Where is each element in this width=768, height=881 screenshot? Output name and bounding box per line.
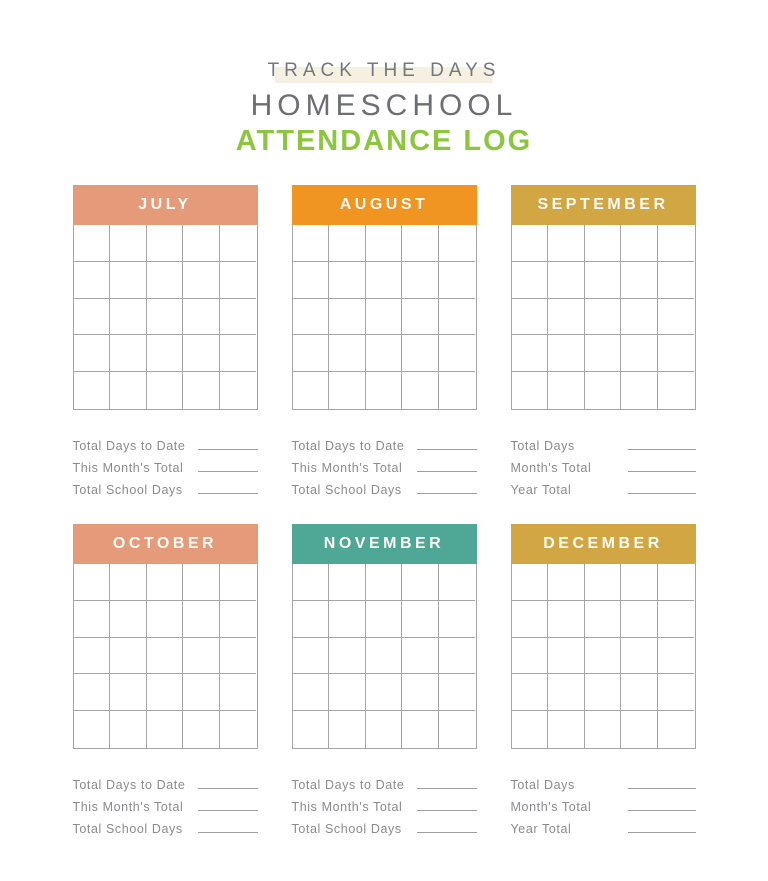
eyebrow (0, 54, 768, 82)
fill-in-line[interactable] (417, 482, 477, 494)
day-cell[interactable] (402, 262, 439, 299)
day-cell[interactable] (220, 674, 257, 711)
day-cell[interactable] (621, 638, 658, 675)
total-row (73, 438, 258, 453)
page-header (0, 54, 768, 158)
day-cell[interactable] (512, 564, 549, 601)
fill-in-line[interactable] (417, 777, 477, 789)
day-cell[interactable] (402, 372, 439, 409)
fill-in-line[interactable] (417, 799, 477, 811)
month-august (292, 185, 477, 504)
day-cell[interactable] (74, 674, 111, 711)
total-label: Total Days (510, 777, 575, 792)
day-cell[interactable] (74, 335, 111, 372)
day-cell[interactable] (329, 564, 366, 601)
month-header-december (511, 524, 696, 564)
day-cell[interactable] (220, 225, 257, 262)
day-cell[interactable] (220, 262, 257, 299)
day-cell[interactable] (110, 564, 147, 601)
fill-in-line[interactable] (198, 482, 258, 494)
day-cell[interactable] (439, 372, 476, 409)
day-cell[interactable] (74, 225, 111, 262)
day-cell[interactable] (658, 638, 695, 675)
day-cell[interactable] (658, 564, 695, 601)
day-cell[interactable] (548, 372, 585, 409)
month-september (511, 185, 696, 504)
total-label: Month's Total (510, 799, 592, 814)
day-cell[interactable] (293, 564, 330, 601)
day-cell[interactable] (147, 711, 184, 748)
day-cell[interactable] (658, 601, 695, 638)
day-cell[interactable] (74, 372, 111, 409)
day-cell[interactable] (147, 372, 184, 409)
day-cell[interactable] (147, 638, 184, 675)
day-cell[interactable] (658, 262, 695, 299)
day-cell[interactable] (512, 674, 549, 711)
total-row (511, 799, 696, 814)
day-cell[interactable] (658, 711, 695, 748)
day-cell[interactable] (585, 564, 622, 601)
total-label: Total Days to Date (72, 438, 186, 453)
day-cell[interactable] (366, 601, 403, 638)
day-cell[interactable] (512, 638, 549, 675)
page-title-homeschool: HOMESCHOOL (250, 89, 518, 122)
total-label: Year Total (510, 482, 572, 497)
day-cell[interactable] (147, 299, 184, 336)
day-cell[interactable] (548, 225, 585, 262)
day-cell[interactable] (110, 711, 147, 748)
day-cell[interactable] (366, 335, 403, 372)
total-row (292, 799, 477, 814)
fill-in-line[interactable] (198, 799, 258, 811)
day-cell[interactable] (183, 372, 220, 409)
fill-in-line[interactable] (417, 821, 477, 833)
day-cell[interactable] (293, 299, 330, 336)
day-cell[interactable] (366, 564, 403, 601)
day-cell[interactable] (512, 225, 549, 262)
day-cell[interactable] (512, 711, 549, 748)
day-cell[interactable] (512, 372, 549, 409)
day-cell[interactable] (220, 299, 257, 336)
total-label: Total School Days (72, 482, 183, 497)
month-header-october (73, 524, 258, 564)
day-cell[interactable] (585, 674, 622, 711)
fill-in-line[interactable] (417, 460, 477, 472)
day-cell[interactable] (658, 299, 695, 336)
month-november (292, 524, 477, 843)
fill-in-line[interactable] (198, 438, 258, 450)
total-row (292, 482, 477, 497)
day-cell[interactable] (512, 299, 549, 336)
day-cell[interactable] (585, 601, 622, 638)
day-cell[interactable] (402, 335, 439, 372)
day-cell[interactable] (147, 601, 184, 638)
day-cell[interactable] (220, 711, 257, 748)
fill-in-line[interactable] (628, 821, 696, 833)
month-header-november (292, 524, 477, 564)
month-title: JULY (138, 196, 192, 213)
day-cell[interactable] (439, 638, 476, 675)
fill-in-line[interactable] (628, 482, 696, 494)
total-row (73, 777, 258, 792)
day-cell[interactable] (366, 372, 403, 409)
day-cell[interactable] (585, 335, 622, 372)
day-cell[interactable] (293, 372, 330, 409)
day-cell[interactable] (183, 335, 220, 372)
day-cell[interactable] (220, 638, 257, 675)
total-label: Total School Days (291, 482, 402, 497)
month-grid-october (73, 564, 258, 749)
months-grid (73, 185, 696, 843)
total-label: Total Days to Date (72, 777, 186, 792)
month-totals-september (511, 438, 696, 497)
day-cell[interactable] (548, 674, 585, 711)
total-label: Total School Days (72, 821, 183, 836)
month-grid-november (292, 564, 477, 749)
month-totals-december (511, 777, 696, 836)
month-title: OCTOBER (112, 534, 218, 552)
day-cell[interactable] (147, 674, 184, 711)
day-cell[interactable] (183, 638, 220, 675)
total-label: Total Days to Date (291, 438, 405, 453)
day-cell[interactable] (293, 711, 330, 748)
total-row (292, 821, 477, 836)
day-cell[interactable] (658, 335, 695, 372)
day-cell[interactable] (183, 601, 220, 638)
day-cell[interactable] (548, 299, 585, 336)
month-july (73, 185, 258, 504)
day-cell[interactable] (329, 711, 366, 748)
day-cell[interactable] (366, 262, 403, 299)
day-cell[interactable] (74, 299, 111, 336)
day-cell[interactable] (293, 335, 330, 372)
day-cell[interactable] (183, 262, 220, 299)
day-cell[interactable] (585, 638, 622, 675)
fill-in-line[interactable] (198, 821, 258, 833)
day-cell[interactable] (439, 262, 476, 299)
day-cell[interactable] (329, 372, 366, 409)
day-cell[interactable] (402, 299, 439, 336)
day-cell[interactable] (548, 638, 585, 675)
month-header-july (73, 185, 258, 225)
day-cell[interactable] (110, 601, 147, 638)
month-totals-november (292, 777, 477, 836)
day-cell[interactable] (147, 225, 184, 262)
day-cell[interactable] (366, 674, 403, 711)
day-cell[interactable] (402, 638, 439, 675)
day-cell[interactable] (658, 372, 695, 409)
month-title: NOVEMBER (323, 534, 445, 552)
fill-in-line[interactable] (417, 438, 477, 450)
day-cell[interactable] (402, 601, 439, 638)
eyebrow-label: TRACK THE DAYS (267, 60, 501, 81)
day-cell[interactable] (585, 262, 622, 299)
month-title: SEPTEMBER (537, 196, 669, 213)
day-cell[interactable] (439, 335, 476, 372)
day-cell[interactable] (220, 564, 257, 601)
total-label: This Month's Total (291, 799, 403, 814)
day-cell[interactable] (110, 372, 147, 409)
month-october (73, 524, 258, 843)
day-cell[interactable] (110, 674, 147, 711)
day-cell[interactable] (548, 601, 585, 638)
day-cell[interactable] (621, 262, 658, 299)
day-cell[interactable] (621, 299, 658, 336)
fill-in-line[interactable] (628, 799, 696, 811)
month-header-september (511, 185, 696, 225)
total-label: Total Days to Date (291, 777, 405, 792)
month-totals-july (73, 438, 258, 497)
total-row (511, 438, 696, 453)
day-cell[interactable] (585, 372, 622, 409)
day-cell[interactable] (329, 299, 366, 336)
total-label: This Month's Total (291, 460, 403, 475)
day-cell[interactable] (74, 711, 111, 748)
fill-in-line[interactable] (628, 777, 696, 789)
day-cell[interactable] (293, 638, 330, 675)
day-cell[interactable] (548, 335, 585, 372)
day-cell[interactable] (110, 299, 147, 336)
day-cell[interactable] (512, 262, 549, 299)
total-row (292, 777, 477, 792)
day-cell[interactable] (512, 601, 549, 638)
day-cell[interactable] (585, 225, 622, 262)
total-label: Total School Days (291, 821, 402, 836)
month-grid-december (511, 564, 696, 749)
total-row (292, 438, 477, 453)
day-cell[interactable] (220, 601, 257, 638)
day-cell[interactable] (293, 225, 330, 262)
day-cell[interactable] (548, 564, 585, 601)
day-cell[interactable] (402, 564, 439, 601)
day-cell[interactable] (183, 299, 220, 336)
day-cell[interactable] (183, 711, 220, 748)
month-title: DECEMBER (543, 534, 663, 552)
total-row (292, 460, 477, 475)
day-cell[interactable] (147, 335, 184, 372)
total-row (511, 821, 696, 836)
day-cell[interactable] (183, 674, 220, 711)
day-cell[interactable] (658, 225, 695, 262)
month-grid-july (73, 225, 258, 410)
day-cell[interactable] (183, 564, 220, 601)
day-cell[interactable] (366, 225, 403, 262)
total-row (511, 777, 696, 792)
day-cell[interactable] (220, 372, 257, 409)
day-cell[interactable] (329, 601, 366, 638)
day-cell[interactable] (366, 299, 403, 336)
total-label: Month's Total (510, 460, 592, 475)
day-cell[interactable] (439, 601, 476, 638)
month-header-august (292, 185, 477, 225)
day-cell[interactable] (293, 601, 330, 638)
day-cell[interactable] (658, 674, 695, 711)
day-cell[interactable] (74, 262, 111, 299)
day-cell[interactable] (329, 225, 366, 262)
day-cell[interactable] (74, 638, 111, 675)
day-cell[interactable] (366, 711, 403, 748)
day-cell[interactable] (402, 225, 439, 262)
day-cell[interactable] (439, 711, 476, 748)
day-cell[interactable] (329, 262, 366, 299)
day-cell[interactable] (439, 225, 476, 262)
day-cell[interactable] (110, 225, 147, 262)
total-label: Year Total (510, 821, 572, 836)
day-cell[interactable] (621, 335, 658, 372)
day-cell[interactable] (548, 262, 585, 299)
day-cell[interactable] (621, 711, 658, 748)
day-cell[interactable] (402, 674, 439, 711)
total-row (511, 460, 696, 475)
fill-in-line[interactable] (198, 777, 258, 789)
day-cell[interactable] (621, 225, 658, 262)
day-cell[interactable] (621, 674, 658, 711)
fill-in-line[interactable] (198, 460, 258, 472)
total-row (73, 482, 258, 497)
month-totals-august (292, 438, 477, 497)
total-row (73, 799, 258, 814)
total-label: Total Days (510, 438, 575, 453)
day-cell[interactable] (548, 711, 585, 748)
day-cell[interactable] (329, 674, 366, 711)
month-grid-august (292, 225, 477, 410)
total-row (511, 482, 696, 497)
day-cell[interactable] (621, 372, 658, 409)
day-cell[interactable] (183, 225, 220, 262)
day-cell[interactable] (329, 638, 366, 675)
page-title-attendance-log: ATTENDANCE LOG (235, 125, 533, 157)
day-cell[interactable] (74, 564, 111, 601)
day-cell[interactable] (585, 299, 622, 336)
day-cell[interactable] (621, 564, 658, 601)
day-cell[interactable] (220, 335, 257, 372)
total-row (73, 460, 258, 475)
fill-in-line[interactable] (628, 438, 696, 450)
month-totals-october (73, 777, 258, 836)
day-cell[interactable] (293, 674, 330, 711)
month-title: AUGUST (339, 196, 429, 213)
day-cell[interactable] (147, 564, 184, 601)
month-december (511, 524, 696, 843)
month-grid-september (511, 225, 696, 410)
total-label: This Month's Total (72, 799, 184, 814)
day-cell[interactable] (110, 262, 147, 299)
day-cell[interactable] (110, 638, 147, 675)
day-cell[interactable] (293, 262, 330, 299)
day-cell[interactable] (439, 299, 476, 336)
day-cell[interactable] (402, 711, 439, 748)
total-row (73, 821, 258, 836)
total-label: This Month's Total (72, 460, 184, 475)
fill-in-line[interactable] (628, 460, 696, 472)
day-cell[interactable] (366, 638, 403, 675)
day-cell[interactable] (74, 601, 111, 638)
day-cell[interactable] (439, 674, 476, 711)
day-cell[interactable] (110, 335, 147, 372)
day-cell[interactable] (329, 335, 366, 372)
day-cell[interactable] (439, 564, 476, 601)
day-cell[interactable] (512, 335, 549, 372)
day-cell[interactable] (621, 601, 658, 638)
day-cell[interactable] (147, 262, 184, 299)
day-cell[interactable] (585, 711, 622, 748)
